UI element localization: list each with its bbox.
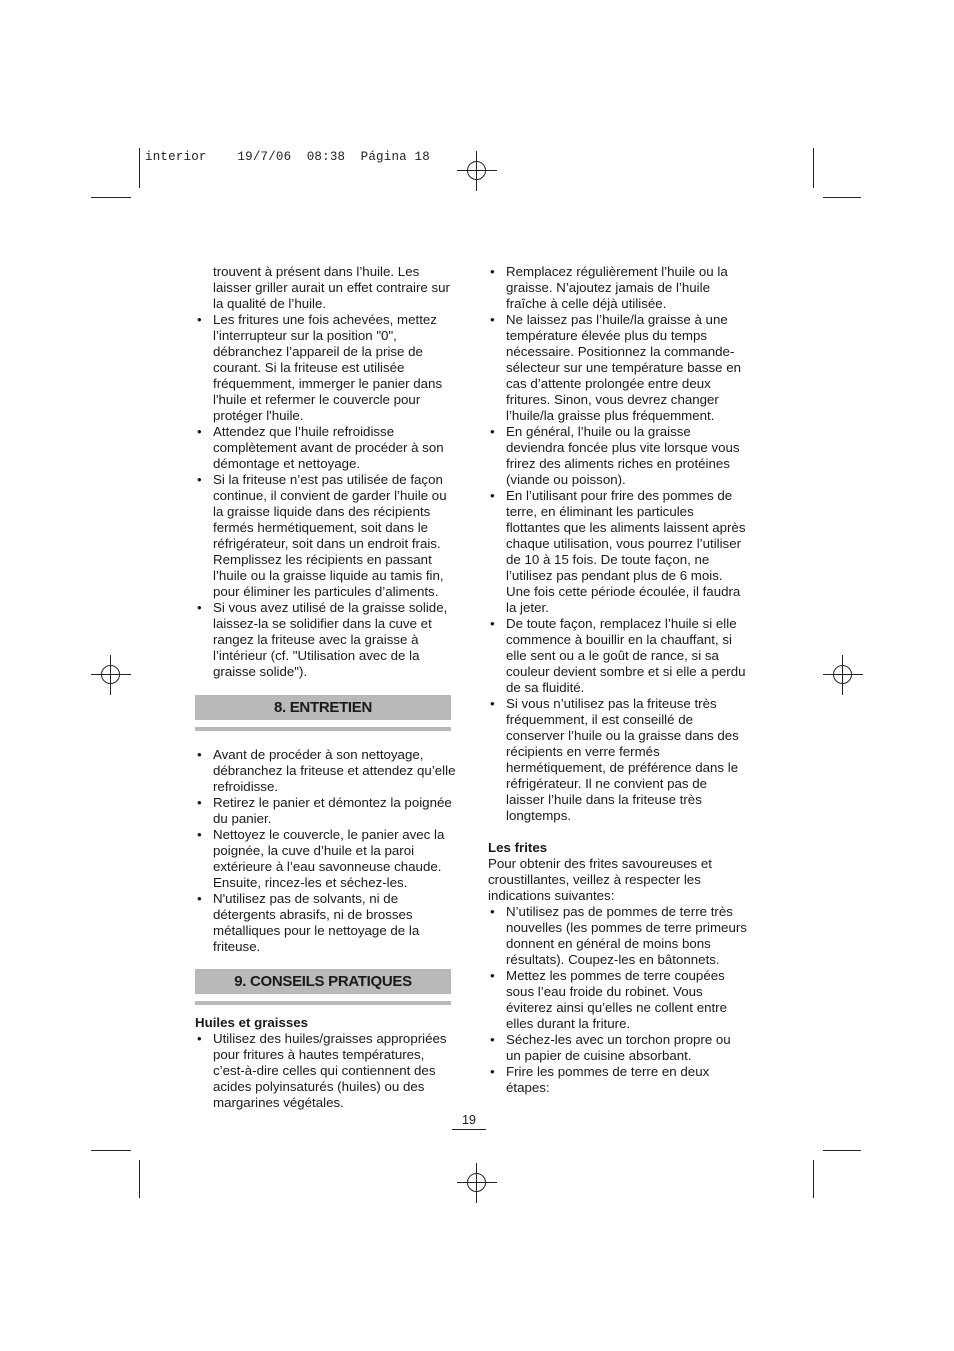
subheading-frites: Les frites xyxy=(488,840,548,855)
list-item: • De toute façon, remplacez l’huile si elle commence à bouillir en la chauffant, si elle sent ou a le goût de rance, si sa couleur devient sombre et si elle a perdu de sa fluidité. xyxy=(488,616,748,696)
section-heading-conseils: 9. CONSEILS PRATIQUES xyxy=(195,969,451,994)
list-item: • Si la friteuse n’est pas utilisée de façon continue, il convient de garder l’huile ou la graisse liquide dans des récipients fermés hermétiquement, soit dans le réfrigérateur, soit dans un endroit frais. Remplissez les récipients en passant l’huile ou la graisse liquide au tamis fin, pour éliminer les particules d’aliments. xyxy=(195,472,457,600)
list-item: • N’utilisez pas de pommes de terre très nouvelles (les pommes de terre primeurs donnent en général de moins bons résultats). Coupez-les en bâtonnets. xyxy=(488,904,748,968)
list-item: • Remplacez régulièrement l’huile ou la graisse. N’ajoutez jamais de l’huile fraîche à celle déjà utilisée. xyxy=(488,264,748,312)
bullet-list xyxy=(195,312,457,680)
section-heading-entretien: 8. ENTRETIEN xyxy=(195,695,451,720)
crop-mark xyxy=(91,1150,131,1151)
page-number: 19 xyxy=(462,1113,476,1127)
list-item: • En l’utilisant pour frire des pommes de terre, en éliminant les particules flottantes que les aliments laissent après chaque utilisation, vous pourrez l’utiliser de 10 à 15 fois. De toute façon, ne l’utilisez pas pendant plus de 6 mois. Une fois cette période écoulée, il faudra la jeter. xyxy=(488,488,748,616)
list-item: • Frire les pommes de terre en deux étapes: xyxy=(488,1064,748,1096)
crop-mark xyxy=(813,1160,814,1198)
list-item: • Les fritures une fois achevées, mettez l’interrupteur sur la position "0", débranchez l’appareil de la prise de courant. Si la friteuse est utilisée fréquemment, immerger le panier dans l'huile et refermer le couvercle pour protéger l'huile. xyxy=(195,312,457,424)
crop-mark xyxy=(823,197,861,198)
registration-mark-icon xyxy=(457,1163,497,1203)
list-item: • Si vous avez utilisé de la graisse solide, laissez-la se solidifier dans la cuve et rangez la friteuse avec la graisse à l’intérieur (cf. "Utilisation avec de la graisse solide"). xyxy=(195,600,457,680)
frites-intro: Pour obtenir des frites savoureuses et croustillantes, veillez à respecter les indications suivantes: xyxy=(488,856,712,903)
list-item: • Attendez que l’huile refroidisse complètement avant de procéder à son démontage et nettoyage. xyxy=(195,424,457,472)
list-item: • En général, l’huile ou la graisse deviendra foncée plus vite lorsque vous frirez des aliments riches en protéines (viande ou poisson). xyxy=(488,424,748,488)
registration-mark-icon xyxy=(823,655,863,695)
list-item: • Nettoyez le couvercle, le panier avec la poignée, la cuve d’huile et la paroi extérieure à l’eau savonneuse chaude. Ensuite, rincez-les et séchez-les. xyxy=(195,827,457,891)
crop-mark xyxy=(823,1150,861,1151)
page-number-rule xyxy=(452,1129,486,1130)
bullet-list xyxy=(195,1031,457,1111)
print-header: interior 19/7/06 08:38 Página 18 xyxy=(145,150,430,164)
list-item: • Utilisez des huiles/graisses appropriées pour fritures à hautes températures, c’est-à-dire celles qui contiennent des acides polyinsaturés (huiles) ou des margarines végétales. xyxy=(195,1031,457,1111)
bullet-list xyxy=(195,747,457,955)
list-item: • Séchez-les avec un torchon propre ou un papier de cuisine absorbant. xyxy=(488,1032,748,1064)
crop-mark xyxy=(813,148,814,188)
list-item: • Retirez le panier et démontez la poignée du panier. xyxy=(195,795,457,827)
list-item: • Ne laissez pas l’huile/la graisse à une température élevée plus du temps nécessaire. Positionnez la commande-sélecteur sur une température basse en cas d’attente prolongée entre deux fritures. Sinon, vous devrez changer l’huile/la graisse plus fréquemment. xyxy=(488,312,748,424)
registration-mark-icon xyxy=(457,151,497,191)
list-item: • Avant de procéder à son nettoyage, débranchez la friteuse et attendez qu’elle refroidisse. xyxy=(195,747,457,795)
subheading-huiles: Huiles et graisses xyxy=(195,1015,309,1030)
registration-mark-icon xyxy=(91,655,131,695)
intro-continuation: trouvent à présent dans l’huile. Les laisser griller aurait un effet contraire sur la qualité de l’huile. xyxy=(213,264,450,311)
crop-mark xyxy=(139,148,140,188)
list-item: • Mettez les pommes de terre coupées sous l’eau froide du robinet. Vous éviterez ainsi qu’elles ne collent entre elles durant la friture. xyxy=(488,968,748,1032)
right-column xyxy=(488,264,748,1096)
crop-mark xyxy=(91,197,131,198)
left-column xyxy=(195,264,457,1111)
list-item: • N'utilisez pas de solvants, ni de détergents abrasifs, ni de brosses métalliques pour le nettoyage de la friteuse. xyxy=(195,891,457,955)
bullet-list xyxy=(488,264,748,824)
bullet-list xyxy=(488,904,748,1096)
crop-mark xyxy=(139,1160,140,1198)
list-item: • Si vous n’utilisez pas la friteuse très fréquemment, il est conseillé de conserver l’huile ou la graisse dans des récipients en verre fermés hermétiquement, de préférence dans le réfrigérateur. Il ne convient pas de laisser l’huile dans la friteuse très longtemps. xyxy=(488,696,748,824)
